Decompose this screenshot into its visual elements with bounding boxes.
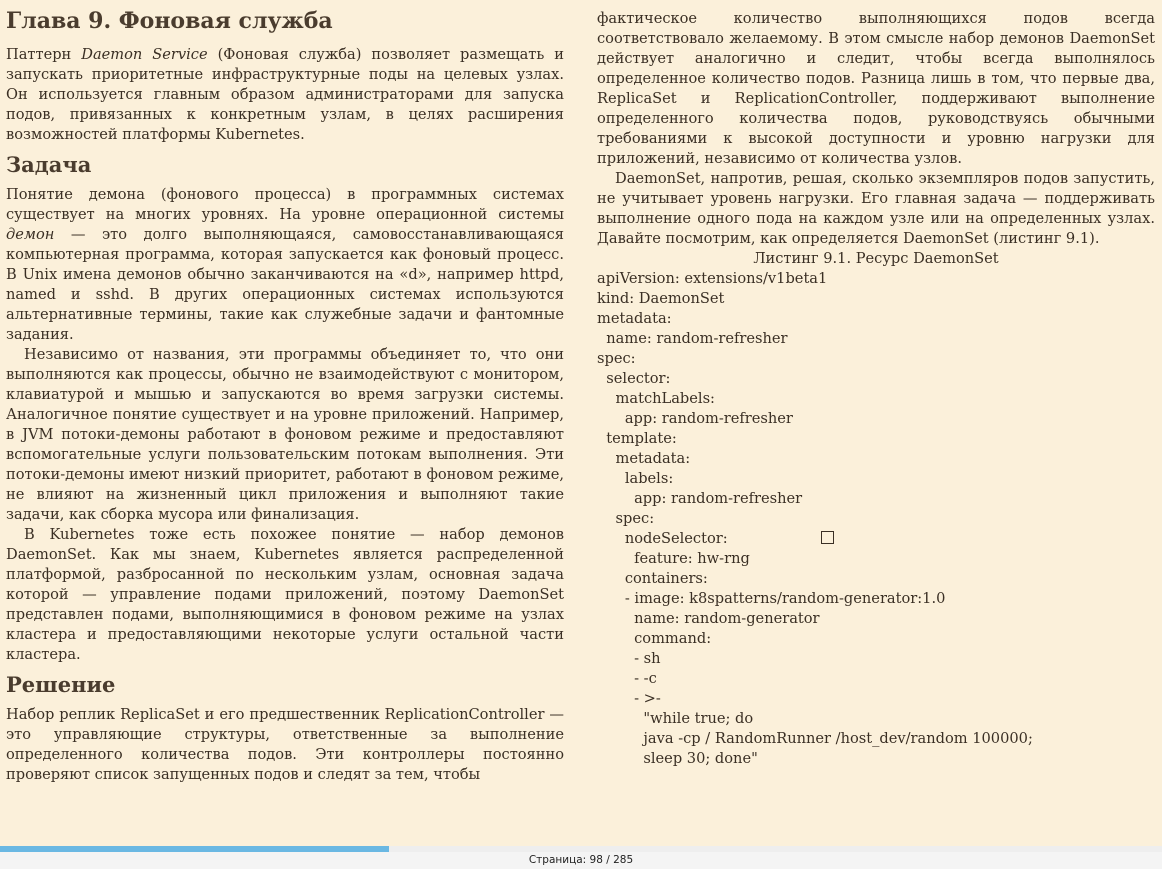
code-line: metadata: [597, 450, 691, 467]
code-line: - image: k8spatterns/random-generator:1.0 [597, 590, 946, 607]
code-line: java -cp / RandomRunner /host_dev/random 100000; [597, 730, 1033, 747]
left-column [6, 6, 564, 785]
solution-paragraph-1: Набор реплик ReplicaSet и его предшественник ReplicationController — это управляющие структуры, ответственные за выполнение определенного количества подов. Эти контроллеры постоянно проверяют список запущенных подов и следят за тем, чтобы [6, 706, 564, 783]
code-line: name: random-generator [597, 610, 820, 627]
page-indicator: Страница: 98 / 285 [528, 854, 634, 866]
code-line: command: [597, 630, 712, 647]
code-line: - sh [597, 650, 661, 667]
task-p1-end: — это долго выполняющаяся, самовосстанавливающаяся компьютерная программа, которая запускается как фоновый процесс. В Unix имена демонов обычно заканчиваются на «d», например httpd, named и sshd. В других операционных системах используются альтернативные термины, такие как служебные задачи и фантомные задания. [6, 226, 564, 343]
section-heading-solution: Решение [6, 672, 116, 697]
code-line: apiVersion: extensions/v1beta1 [597, 270, 828, 287]
task-p1-emphasis: демон [6, 226, 55, 243]
code-line: template: [597, 430, 677, 447]
code-line: sleep 30; done" [597, 750, 758, 767]
code-line: spec: [597, 350, 636, 367]
code-line: metadata: [597, 310, 672, 327]
section-heading-task: Задача [6, 152, 92, 177]
code-line: nodeSelector: [597, 529, 1155, 549]
checkbox-square-icon [821, 531, 834, 544]
code-line: "while true; do [597, 710, 754, 727]
intro-text-end: (Фоновая служба) позволяет размещать и запускать приоритетные инфраструктурные поды на целевых узлах. Он используется главным образом администраторами для запуска подов, привязанных к конкретным узлам, в целях расширения возможностей платформы Kubernetes. [6, 46, 564, 143]
code-line: kind: DaemonSet [597, 290, 725, 307]
right-column [597, 9, 1155, 769]
code-line: name: random-refresher [597, 330, 788, 347]
task-p1-start: Понятие демона (фонового процесса) в программных системах существует на многих уровнях. На уровне операционной системы [6, 186, 564, 223]
code-listing [597, 269, 1155, 769]
code-line: - -c [597, 670, 657, 687]
intro-emphasis: Daemon Service [81, 46, 208, 63]
code-line: app: random-refresher [597, 410, 793, 427]
intro-paragraph [6, 45, 564, 145]
intro-text-start: Паттерн [6, 46, 82, 63]
task-paragraph-1 [6, 185, 564, 345]
code-line: matchLabels: [597, 390, 715, 407]
code-line: selector: [597, 370, 671, 387]
daemonset-paragraph: DaemonSet, напротив, решая, сколько экземпляров подов запустить, не учитывает уровень нагрузки. Его главная задача — поддерживать выполнение одного пода на каждом узле или на определенных узлах. Давайте посмотрим, как определяется DaemonSet (листинг 9.1). [597, 170, 1155, 247]
code-line: feature: hw-rng [597, 550, 750, 567]
status-bar [0, 852, 1162, 869]
task-paragraph-2: Независимо от названия, эти программы объединяет то, что они выполняются как процессы, обычно не взаимодействуют с монитором, клавиатурой и мышью и запускаются во время загрузки системы. Аналогичное понятие существует и на уровне приложений. Например, в JVM потоки-демоны работают в фоновом режиме и предоставляют вспомогательные услуги пользовательским потокам выполнения. Эти потоки-демоны имеют низкий приоритет, работают в фоновом режиме, не влияют на жизненный цикл приложения и выполняют такие задачи, как сборка мусора или финализация. [6, 346, 564, 523]
listing-caption: Листинг 9.1. Ресурс DaemonSet [753, 250, 999, 267]
code-line: spec: [597, 510, 655, 527]
code-line: - >- [597, 690, 661, 707]
continued-paragraph: фактическое количество выполняющихся подов всегда соответствовало желаемому. В этом смысле набор демонов DaemonSet действует аналогично и следит, чтобы всегда выполнялось определенное количество подов. Разница лишь в том, что первые два, ReplicaSet и ReplicationController, поддерживают выполнение определенного количества подов, руководствуясь обычными требованиями к высокой доступности и уровню нагрузки для приложений, независимо от количества узлов. [597, 10, 1155, 167]
code-line: labels: [597, 470, 674, 487]
code-line: app: random-refresher [597, 490, 803, 507]
chapter-title: Глава 9. Фоновая служба [6, 8, 333, 34]
task-paragraph-3: В Kubernetes тоже есть похожее понятие — набор демонов DaemonSet. Как мы знаем, Kubernetes является распределенной платформой, разбросанной по нескольким узлам, основная задача которой — управление подами приложений, поэтому DaemonSet представлен подами, выполняющимися в фоновом режиме на узлах кластера и предоставляющими некоторые услуги остальной части кластера. [6, 526, 564, 663]
code-line: containers: [597, 570, 708, 587]
